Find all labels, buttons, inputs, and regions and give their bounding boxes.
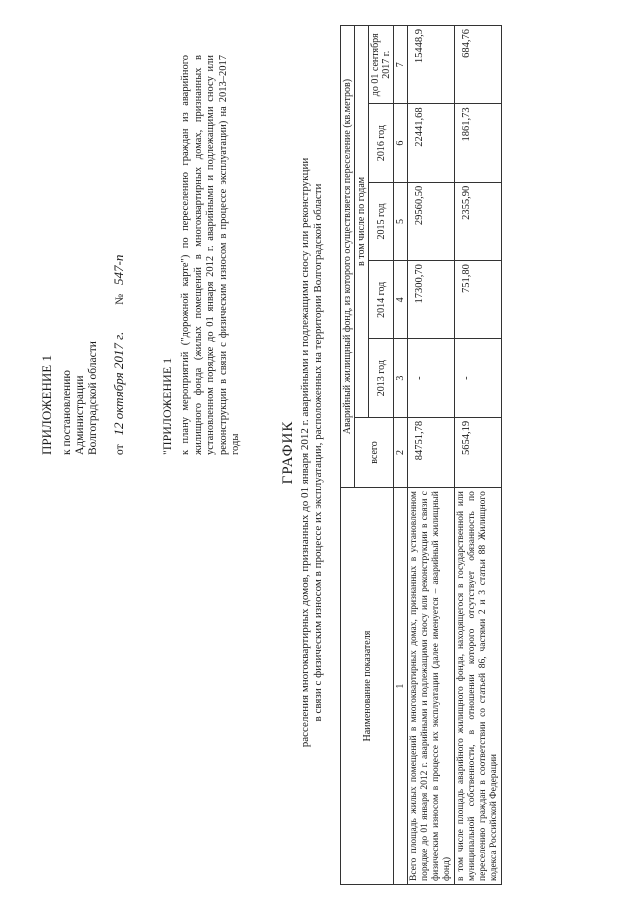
plan-annex-heading: "ПРИЛОЖЕНИЕ 1 [160, 357, 174, 455]
annex-region: Волгоградской области [87, 341, 99, 455]
schedule-title: ГРАФИК [280, 420, 296, 485]
row-value: - [408, 339, 455, 417]
from-label: от [114, 444, 126, 455]
row-value: 15448,9 [408, 26, 455, 104]
header-by-year: в том числе по годам [355, 26, 369, 418]
annex-to-decree: к постановлению [61, 370, 73, 455]
row-value: 684,76 [455, 26, 502, 104]
schedule-subtitle-line-1: расселения многоквартирных домов, признанных до 01 января 2012 г. аварийными и подлежащими сносу или реконструкции [299, 157, 311, 748]
header-year: 2016 год [369, 104, 394, 182]
header-year: до 01 сентября 2017 г. [369, 26, 394, 104]
plan-annex-description: к плану мероприятий ("дорожной карте") по переселению граждан из аварийного жилищного фонда (жилых помещений в многоквартирных домах, признанных в установленном порядке до 01 января 2012 г. аварийными и подлежащими сносу или реконструкции в связи с физическим износом в процессе эксплуатации) на 2013–2017 годы [180, 55, 241, 455]
row-value: 84751,78 [408, 417, 455, 487]
column-number: 3 [394, 339, 408, 417]
decree-date: 12 октября 2017 г. [111, 331, 126, 436]
column-number: 5 [394, 182, 408, 260]
header-indicator-name: Наименование показателя [341, 488, 394, 885]
row-value: 2355,90 [455, 182, 502, 260]
row-value: 5654,19 [455, 417, 502, 487]
row-value: 22441,68 [408, 104, 455, 182]
annex-administration: Администрации [74, 375, 86, 455]
column-number-row [394, 26, 408, 885]
row-indicator-name: Всего площадь жилых помещений в многоквартирных домах, признанных в установленном порядке до 01 января 2012 г. аварийными и подлежащими сносу или реконструкции в связи с физическим износом в процессе их эксплуатации (далее именуется – аварийный жилищный фонд) [408, 488, 455, 885]
row-value: - [455, 339, 502, 417]
annex-heading: ПРИЛОЖЕНИЕ 1 [39, 355, 54, 455]
header-total: всего [355, 417, 394, 487]
row-value: 1861,73 [455, 104, 502, 182]
column-number: 2 [394, 417, 408, 487]
table-row [455, 26, 502, 885]
header-year: 2015 год [369, 182, 394, 260]
schedule-subtitle-line-2: в связи с физическим износом в процессе их эксплуатации, расположенных на территории Волгоградской области [312, 183, 324, 722]
row-value: 17300,70 [408, 261, 455, 339]
decree-date-line [112, 55, 127, 455]
row-indicator-name: в том числе площадь аварийного жилищного фонда, находящегося в государственной или муниципальной собственности, в отношении которого отсутствует обязанность по переселению граждан в соответствии со статьей 86, частями 2 и 3 статьи 88 Жилищного кодекса Российской Федерации [455, 488, 502, 885]
table-row [408, 26, 455, 885]
column-number: 7 [394, 26, 408, 104]
column-number: 6 [394, 104, 408, 182]
schedule-table [340, 25, 502, 885]
header-row-1 [341, 26, 355, 885]
column-number: 4 [394, 261, 408, 339]
header-emergency-fund: Аварийный жилищный фонд, из которого осуществляется переселение (кв.метров) [341, 26, 355, 488]
schedule-title-block [280, 0, 325, 905]
decree-number: 547-п [111, 254, 126, 285]
number-label: № [114, 293, 126, 305]
header-year: 2013 год [369, 339, 394, 417]
row-value: 751,80 [455, 261, 502, 339]
header-year: 2014 год [369, 261, 394, 339]
row-value: 29560,50 [408, 182, 455, 260]
annex-block [40, 55, 127, 455]
column-number: 1 [394, 488, 408, 885]
